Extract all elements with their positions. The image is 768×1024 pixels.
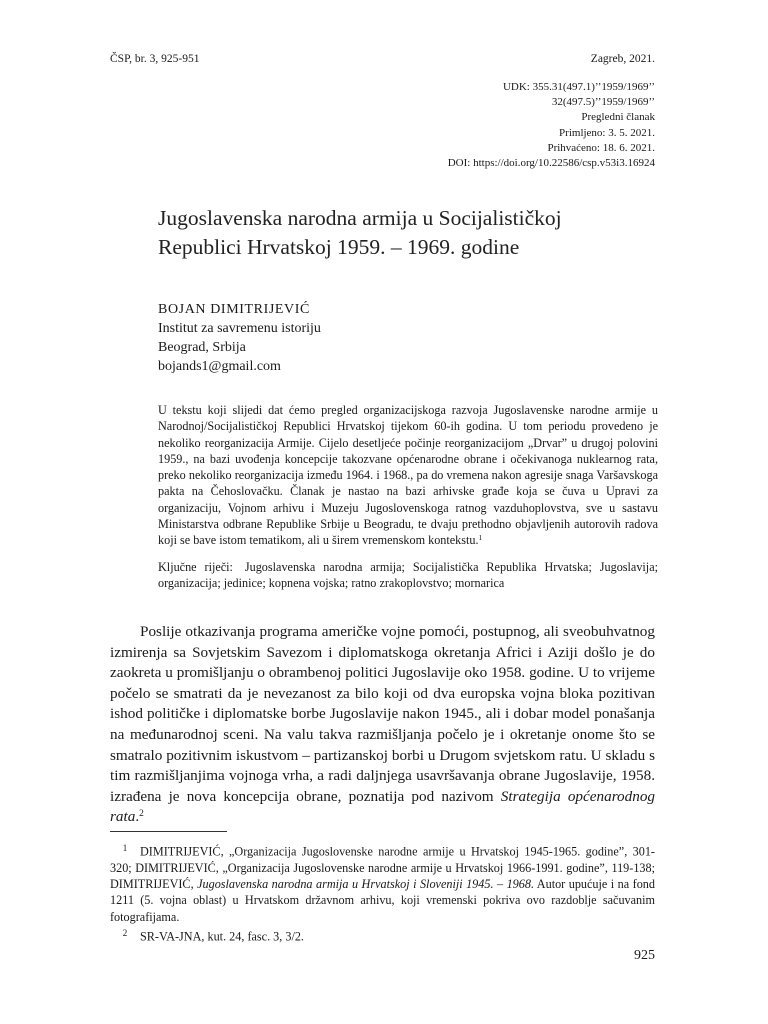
footnote-1-italic: Jugoslavenska narodna armija u Hrvatskoj i Sloveniji 1945. – 1968. [197,877,534,892]
body-text-main: Poslije otkazivanja programa američke vojne pomoći, postupnog, ali sveobuhvatnog izmirenja sa Sovjetskim Savezom i diplomatskoga okretanja Africi i Aziji došlo je do zaokreta u promišljanju o obrambenoj politici Jugoslavije oko 1958. godine. U to vrijeme počelo se smatrati da je nevezanost za bilo koji od dva europska vojna bloka pozitivan ishod političke i diplomatske borbe Jugoslavije nakon 1945., ali i dobar model ponašanja na međunarodnoj sceni. Na valu takva razmišljanja počelo je i okretanje onome što se smatralo pozitivnim iskustvom – partizanskoj borbi u Drugom svjetskom ratu. U skladu s tim razmišljanjima vojnoga vrha, a radi daljnjega usavršavanja obrane Jugoslavije, 1958. izrađena je nova koncepcija obrane, poznatija pod nazivom [110,623,655,805]
article-title [158,204,678,262]
title-line-2: Republici Hrvatskoj 1959. – 1969. godine [158,235,520,259]
author-email[interactable]: bojands1@gmail.com [158,359,281,374]
author-institution: Institut za savremenu istoriju [158,321,321,336]
place-year: Zagreb, 2021. [590,53,655,65]
body-paragraph [110,622,655,828]
accepted-date: Prihvaćeno: 18. 6. 2021. [547,141,655,154]
title-line-1: Jugoslavenska narodna armija u Socijalističkoj [158,206,562,230]
footnote-divider [110,831,227,832]
abstract-text: U tekstu koji slijedi dat ćemo pregled organizacijskoga razvoja Jugoslavenske narodne armije u Narodnoj/Socijalističkoj Republici Hrvatskoj tijekom 60-ih godina. U tom periodu provedeno je nekoliko reorganizacija Armije. Cijelo desetljeće počinje reorganizacijom „Drvar” u drugoj polovini 1959., na bazi uvođenja koncepcije takozvane općenarodne obrane i očekivanoga nuklearnog rata, preko nekoliko reorganizacija između 1964. i 1968., pa do vremena nakon agresije snaga Varšavskoga pakta na Čehoslovačku. Članak je nastao na bazi arhivske građe koja se čuva u Upravi za organizaciju, Vojnom arhivu i Muzeju Jugoslovenskoga ratnog vazduhoplovstva, sve u sastavu Ministarstva odbrane Republike Srbije u Beogradu, te dvaju prethodno objavljenih autorovih radova koji se bave istom tematikom, ali u širem vremenskom kontekstu. [158,403,658,548]
footnote-1 [110,840,655,925]
footnote-1-number: 1 [122,843,128,853]
udk-line-2: 32(497.5)’’1959/1969’’ [551,96,655,109]
author-block [158,300,321,376]
footnote-ref-2[interactable]: 2 [139,809,144,820]
footnotes [110,840,655,945]
abstract-paragraph [158,402,658,549]
footnote-1-end: Autor upućuje i na fond 1211 (5. vojna oblast) u Hrvatskom državnom arhivu, koji vremenski pokriva ovo razdoblje sačuvanim fotografijama. [110,877,655,924]
keywords-label: Ključne riječi: [158,560,233,574]
article-type: Pregledni članak [581,111,655,124]
body-italic-term: Strategija općenarodnog rata [110,787,656,826]
journal-reference: ČSP, br. 3, 925-951 [110,53,200,65]
abstract [158,402,658,549]
footnote-2-text: SR-VA-JNA, kut. 24, fasc. 3, 3/2. [140,929,304,944]
author-city: Beograd, Srbija [158,340,246,355]
received-date: Primljeno: 3. 5. 2021. [559,126,655,139]
footnote-2 [110,925,655,945]
footnote-1-text: DIMITRIJEVIĆ, „Organizacija Jugoslovenske narodne armije u Hrvatskoj 1945-1965. godine”, 301-320; DIMITRIJEVIĆ, „Organizacija Jugoslovenske narodne armije u Hrvatskoj 1966-1991. godine”, 119-138; DIMITRIJEVIĆ, [110,844,655,892]
body-text-end: . [135,808,140,826]
author-name: BOJAN DIMITRIJEVIĆ [158,302,310,317]
keywords-text: Jugoslavenska narodna armija; Socijalistička Republika Hrvatska; Jugoslavija; organizacija; jedinice; kopnena vojska; ratno zrakoplovstvo; mornarica [158,560,658,591]
footnote-2-number: 2 [122,927,128,938]
article-metadata [448,80,655,171]
body-text [110,622,655,828]
doi-link[interactable]: DOI: https://doi.org/10.22586/csp.v53i3.16924 [447,157,655,170]
udk-line-1: UDK: 355.31(497.1)’’1959/1969’’ [502,81,655,93]
footnote-ref-1[interactable]: 1 [478,533,483,543]
page-number: 925 [634,948,655,963]
keywords [158,559,658,592]
